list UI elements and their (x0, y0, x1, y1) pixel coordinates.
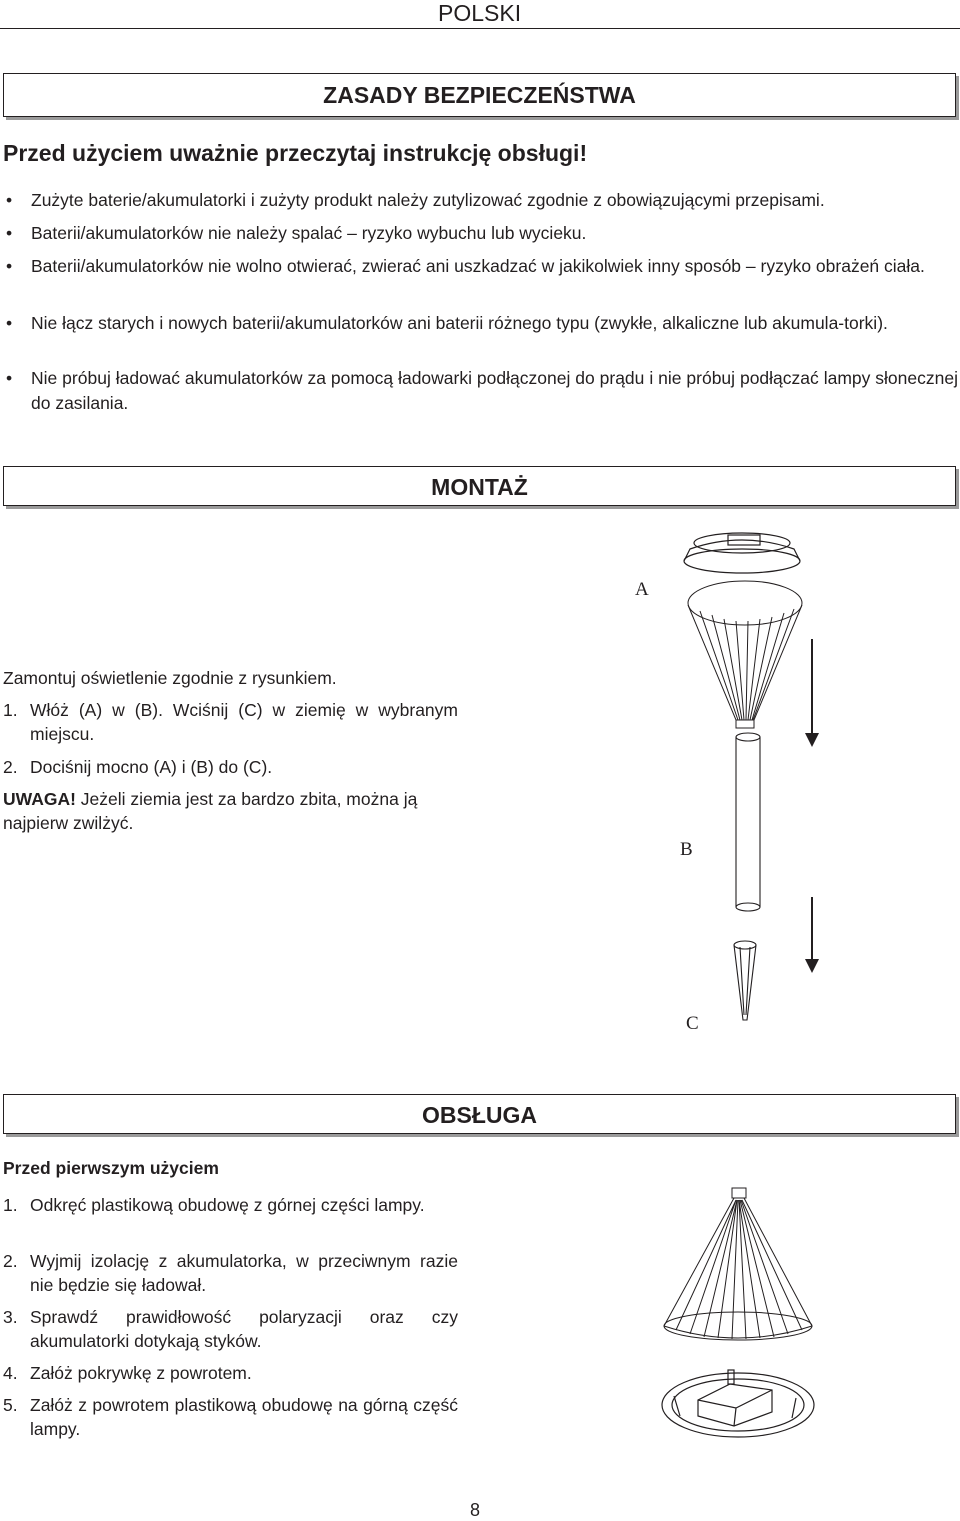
assembly-step (3, 755, 458, 779)
step-number: 2. (3, 757, 18, 777)
label-c: C (686, 1013, 699, 1034)
safety-item-text: Baterii/akumulatorków nie wolno otwierać, zwierać ani uszkadzać w jakikolwiek inny sposób – ryzyko obrażeń ciała. (31, 256, 925, 276)
safety-item-text: Nie łącz starych i nowych baterii/akumulatorków ani baterii różnego typu (zwykłe, alkaliczne lub akumula-torki). (31, 313, 888, 333)
operation-step (3, 1305, 458, 1353)
step-number: 4. (3, 1363, 18, 1383)
step-text: Dociśnij mocno (A) i (B) do (C). (30, 757, 273, 777)
page-number: 8 (470, 1500, 481, 1520)
safety-item-text: Nie próbuj ładować akumulatorków za pomocą ładowarki podłączonej do prądu i nie próbuj podłączać lampy słonecznej do zasilania. (31, 368, 958, 413)
language-label: POLSKI (438, 0, 522, 26)
safety-item (3, 221, 958, 246)
step-text: Odkręć plastikową obudowę z górnej części lampy. (30, 1195, 425, 1215)
assembly-figure (600, 515, 860, 1045)
operation-figure (650, 1180, 840, 1450)
step-text: Sprawdź prawidłowość polaryzacji oraz czy akumulatorki dotykają styków. (30, 1307, 458, 1351)
safety-item-text: Zużyte baterie/akumulatorki i zużyty produkt należy zutylizować zgodnie z obowiązującymi przepisami. (31, 190, 825, 210)
label-a: A (635, 579, 649, 600)
step-number: 2. (3, 1251, 18, 1271)
assembly-step (3, 698, 458, 746)
assembly-warning (3, 787, 458, 835)
safety-title-box (3, 73, 956, 117)
operation-title: OBSŁUGA (422, 1102, 537, 1128)
bullet: • (6, 256, 13, 276)
down-arrow-icon (805, 639, 819, 747)
bullet: • (6, 190, 13, 210)
safety-item (3, 254, 958, 304)
operation-step (3, 1193, 458, 1241)
label-b: B (680, 839, 693, 860)
bullet: • (6, 223, 13, 243)
warning-label: UWAGA! (3, 789, 76, 809)
safety-item-text: Baterii/akumulatorków nie należy spalać – ryzyko wybuchu lub wycieku. (31, 223, 587, 243)
step-number: 1. (3, 1195, 18, 1215)
operation-subheading: Przed pierwszym użyciem (3, 1158, 219, 1178)
lamp-shade-illustration (664, 1188, 812, 1340)
safety-item (3, 188, 958, 213)
step-text: Włóż (A) w (B). Wciśnij (C) w ziemię w wybranym miejscu. (30, 700, 458, 744)
assembly-intro: Zamontuj oświetlenie zgodnie z rysunkiem. (3, 668, 337, 688)
header-divider (0, 28, 960, 29)
warning-text: Jeżeli ziemia jest za bardzo zbita, można ją najpierw zwilżyć. (3, 789, 418, 833)
operation-step (3, 1393, 458, 1441)
bullet: • (6, 368, 13, 388)
safety-item (3, 366, 958, 416)
step-number: 5. (3, 1395, 18, 1415)
down-arrow-icon (805, 897, 819, 973)
safety-item (3, 311, 958, 361)
assembly-title: MONTAŻ (431, 474, 528, 500)
step-number: 1. (3, 700, 18, 720)
bullet: • (6, 313, 13, 333)
step-number: 3. (3, 1307, 18, 1327)
safety-title: ZASADY BEZPIECZEŃSTWA (323, 82, 636, 108)
assembly-title-box (3, 466, 956, 506)
funnel-shade-illustration (688, 581, 802, 728)
operation-step (3, 1361, 458, 1385)
step-text: Wyjmij izolację z akumulatorka, w przeciwnym razie nie będzie się ładował. (30, 1251, 458, 1295)
ground-stake-illustration (734, 941, 756, 1020)
safety-subtitle: Przed użyciem uważnie przeczytaj instrukcję obsługi! (3, 140, 588, 166)
operation-step (3, 1249, 458, 1297)
step-text: Załóż z powrotem plastikową obudowę na górną część lampy. (30, 1395, 458, 1439)
step-text: Załóż pokrywkę z powrotem. (30, 1363, 252, 1383)
solar-cap-illustration (684, 533, 800, 573)
pole-tube-illustration (736, 733, 760, 911)
operation-title-box (3, 1094, 956, 1134)
battery-base-illustration (662, 1370, 814, 1437)
